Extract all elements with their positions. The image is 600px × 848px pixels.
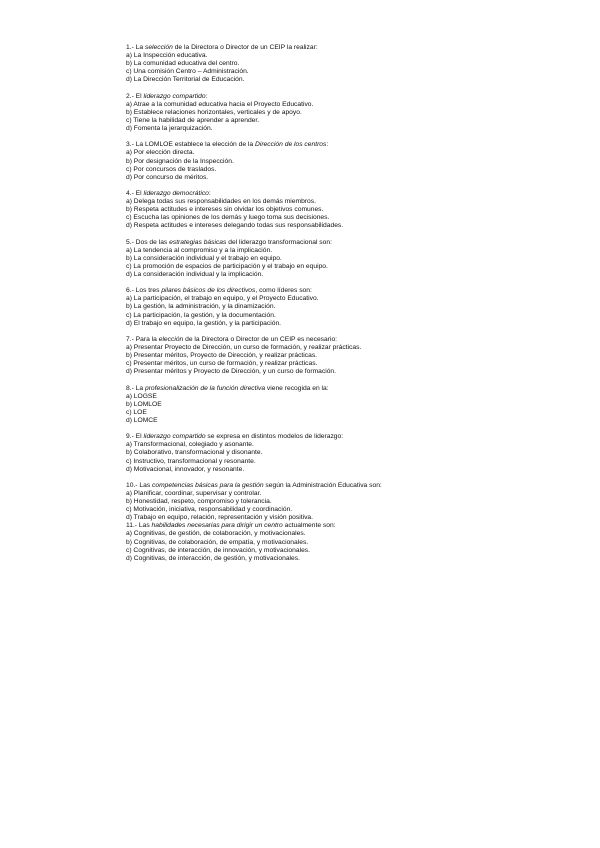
stem-italic-term: habilidades necesarias para dirigir un centro xyxy=(151,522,283,530)
answer-option: a) La tendencia al compromiso y a la implicación. xyxy=(126,246,273,254)
answer-option: a) Delega todas sus responsabilidades en los demás miembros. xyxy=(126,198,316,206)
answer-option: d) Respeta actitudes e intereses delegando todas sus responsabilidades. xyxy=(126,222,344,230)
answer-option: d) LOMCE xyxy=(126,416,158,424)
answer-option: d) Cognitivas, de interacción, de gestión, y motivacionales. xyxy=(126,554,300,562)
stem-text: del liderazgo transformacional son: xyxy=(226,238,332,246)
stem-text: 1.- La xyxy=(126,44,145,51)
question-7 xyxy=(126,336,576,376)
answer-option: b) LOMLOE xyxy=(126,400,162,408)
stem-italic-term: liderazgo democrático xyxy=(143,189,209,197)
stem-text: de la Directora o Director de un CEIP es necesario: xyxy=(183,335,338,343)
stem-text: : xyxy=(205,92,208,100)
answer-option: a) La Inspección educativa. xyxy=(126,52,208,60)
stem-text: 10.- Las xyxy=(126,481,153,489)
question-4 xyxy=(126,190,576,230)
stem-text: 3.- La LOMLOE establece la elección de la xyxy=(126,141,255,149)
answer-option: c) Por concursos de traslados. xyxy=(126,165,217,173)
stem-italic-term: liderazgo compartido xyxy=(143,433,206,441)
answer-option: b) Colaborativo, transformacional y disonante. xyxy=(126,449,263,457)
answer-option: c) Presentar méritos, un curso de formación, y realizar prácticas. xyxy=(126,360,318,368)
stem-italic-term: elección xyxy=(158,335,184,343)
question-9 xyxy=(126,433,576,473)
stem-italic-term: liderazgo compartido xyxy=(143,92,206,100)
question-2 xyxy=(126,93,576,133)
stem-text: 7.- Para la xyxy=(126,335,159,343)
stem-text: actualmente son: xyxy=(282,522,336,530)
stem-italic-term: Dirección de los centros xyxy=(255,141,327,149)
stem-text: , como líderes son: xyxy=(255,287,312,295)
answer-option: d) Motivacional, innovador, y resonante. xyxy=(126,465,245,473)
answer-option: d) Fomenta la jerarquización. xyxy=(126,125,213,133)
stem-text: 5.- Dos de las xyxy=(126,238,170,246)
question-stem xyxy=(126,93,576,101)
stem-text: 6.- Los tres xyxy=(126,287,162,295)
stem-text: : xyxy=(326,141,329,149)
answer-option: a) Planificar, coordinar, supervisar y controlar. xyxy=(126,490,262,497)
answer-option: b) Presentar méritos, Proyecto de Dirección, y realizar prácticas. xyxy=(126,352,318,360)
answer-option: b) Honestidad, respeto, compromiso y tolerancia. xyxy=(126,498,272,506)
question-stem xyxy=(126,239,576,247)
answer-option: b) La comunidad educativa del centro. xyxy=(126,60,240,68)
stem-text: 4.- El xyxy=(126,189,144,197)
question-11 xyxy=(126,522,576,562)
answer-option: d) Trabajo en equipo, relación, representación y visión positiva. xyxy=(126,514,313,522)
stem-italic-term: profesionalización de la función directiva xyxy=(144,384,266,392)
answer-option: b) La gestión, la administración, y la dinamización. xyxy=(126,303,276,311)
question-stem xyxy=(126,522,576,530)
answer-option: d) El trabajo en equipo, la gestión, y la participación. xyxy=(126,319,282,327)
stem-italic-term: pilares básicos de los directivos xyxy=(161,287,256,295)
stem-text: se expresa en distintos modelos de liderazgo: xyxy=(205,433,344,441)
answer-option: a) Cognitivas, de gestión, de colaboración, y motivacionales. xyxy=(126,530,306,538)
stem-text: 9.- El xyxy=(126,433,144,441)
stem-text: viene recogida en la: xyxy=(265,384,329,392)
question-stem xyxy=(126,190,576,198)
stem-italic-term: estrategias básicas xyxy=(169,238,227,246)
answer-option: c) Una comisión Centro – Administración. xyxy=(126,68,249,76)
answer-option: a) Atrae a la comunidad educativa hacia el Proyecto Educativo. xyxy=(126,100,314,108)
stem-text: : xyxy=(208,189,211,197)
answer-option: d) Por concurso de méritos. xyxy=(126,173,209,181)
question-stem xyxy=(126,44,576,52)
question-stem xyxy=(126,336,576,344)
answer-option: b) La consideración individual y el trabajo en equipo. xyxy=(126,254,282,262)
answer-option: c) Instructivo, transformacional y resonante. xyxy=(126,457,256,465)
stem-text: 11.- Las xyxy=(126,522,152,530)
answer-option: a) LOGSE xyxy=(126,392,157,400)
question-3 xyxy=(126,141,576,181)
question-stem xyxy=(126,482,576,490)
stem-text: 8.- La xyxy=(126,384,145,392)
answer-option: b) Por designación de la Inspección. xyxy=(126,157,234,165)
answer-option: c) Motivación, iniciativa, responsabilidad y coordinación. xyxy=(126,506,293,514)
stem-italic-term: competencias básicas para la gestión xyxy=(152,481,264,489)
stem-text: 2.- El xyxy=(126,92,144,100)
answer-option: b) Establece relaciones horizontales, verticales y de apoyo. xyxy=(126,108,302,116)
answer-option: c) La promoción de espacios de participación y el trabajo en equipo. xyxy=(126,262,328,270)
answer-option: d) La Dirección Territorial de Educación. xyxy=(126,76,245,84)
answer-option: b) Cognitivas, de colaboración, de empatía, y motivacionales. xyxy=(126,538,309,546)
answer-option: c) La participación, la gestión, y la documentación. xyxy=(126,311,276,319)
stem-italic-term: selección xyxy=(144,44,173,51)
answer-option: c) Tiene la habilidad de aprender a aprender. xyxy=(126,116,260,124)
answer-option: a) Por elección directa. xyxy=(126,149,195,157)
answer-option: a) Transformacional, colegiado y asonante. xyxy=(126,441,254,449)
answer-option: d) La consideración individual y la implicación. xyxy=(126,271,264,278)
question-5 xyxy=(126,239,576,279)
question-stem xyxy=(126,141,576,149)
question-stem xyxy=(126,433,576,441)
answer-option: a) La participación, el trabajo en equipo, y el Proyecto Educativo. xyxy=(126,295,319,303)
question-stem xyxy=(126,385,576,393)
question-6 xyxy=(126,287,576,327)
stem-text: según la Administración Educativa son: xyxy=(263,481,382,489)
stem-text: de la Directora o Director de un CEIP la realizar: xyxy=(172,44,318,51)
answer-option: c) Cognitivas, de interacción, de innovación, y motivacionales. xyxy=(126,546,311,554)
answer-option: c) Escucha las opiniones de los demás y luego toma sus decisiones. xyxy=(126,214,330,222)
question-stem xyxy=(126,287,576,295)
question-10 xyxy=(126,482,576,522)
question-list xyxy=(126,44,576,571)
answer-option: a) Presentar Proyecto de Dirección, un curso de formación, y realizar prácticas. xyxy=(126,344,362,352)
question-1 xyxy=(126,44,576,84)
answer-option: d) Presentar méritos y Proyecto de Dirección, y un curso de formación. xyxy=(126,368,336,376)
answer-option: c) LOE xyxy=(126,408,147,416)
answer-option: b) Respeta actitudes e intereses sin olvidar los objetivos comunes. xyxy=(126,206,324,214)
question-8 xyxy=(126,385,576,425)
